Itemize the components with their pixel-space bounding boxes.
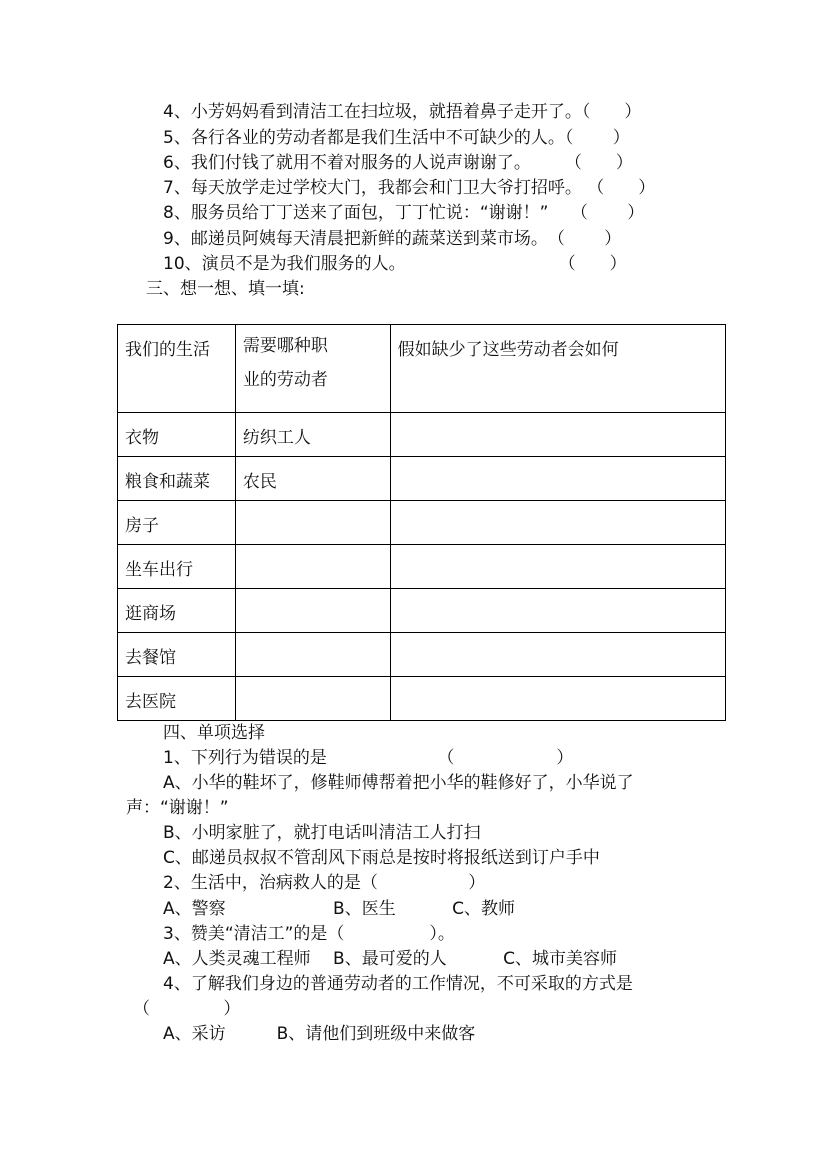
cell-consequence[interactable] — [390, 633, 725, 677]
cell-consequence[interactable] — [390, 677, 725, 721]
judge-item-9: 9、邮递员阿姨每天清晨把新鲜的蔬菜送到菜市场。 （ ） — [163, 229, 622, 249]
q2-options: A、警察 B、医生 C、教师 — [163, 899, 515, 919]
header-life: 我们的生活 — [118, 325, 236, 413]
q1-option-a: A、小华的鞋坏了，修鞋师傅帮着把小华的鞋修好了，小华说了 — [163, 773, 634, 793]
cell-life: 去医院 — [118, 677, 236, 721]
cell-life: 逛商场 — [118, 589, 236, 633]
table-row — [118, 545, 726, 589]
table-row — [118, 501, 726, 545]
table-header-row — [118, 325, 726, 413]
judge-item-6: 6、我们付钱了就用不着对服务的人说声谢谢了。 （ ） — [163, 153, 633, 173]
table-row — [118, 413, 726, 457]
section3-title: 三、想一想、填一填: — [146, 279, 305, 299]
q4-options: A、采访 B、请他们到班级中来做客 — [163, 1024, 476, 1044]
judge-item-5: 5、各行各业的劳动者都是我们生活中不可缺少的人。（ ） — [163, 128, 630, 148]
cell-life: 坐车出行 — [118, 545, 236, 589]
cell-consequence[interactable] — [390, 545, 725, 589]
q3-stem: 3、赞美“清洁工”的是（ ）。 — [163, 924, 455, 944]
cell-consequence[interactable] — [390, 457, 725, 501]
cell-worker[interactable] — [235, 501, 390, 545]
q1-option-c: C、邮递员叔叔不管刮风下雨总是按时将报纸送到订户手中 — [163, 848, 600, 868]
table-row — [118, 633, 726, 677]
header-consequence: 假如缺少了这些劳动者会如何 — [390, 325, 725, 413]
judge-item-10: 10、演员不是为我们服务的人。 （ ） — [163, 254, 627, 274]
table-row — [118, 589, 726, 633]
judge-item-7: 7、每天放学走过学校大门，我都会和门卫大爷打招呼。 （ ） — [163, 178, 656, 198]
q4-stem: 4、了解我们身边的普通劳动者的工作情况，不可采取的方式是 — [163, 974, 633, 994]
q2-stem: 2、生活中，治病救人的是（ ） — [163, 873, 486, 893]
q1-option-a-cont: 声：“谢谢！” — [126, 798, 229, 818]
cell-consequence[interactable] — [390, 501, 725, 545]
judge-item-4: 4、小芳妈妈看到清洁工在扫垃圾，就捂着鼻子走开了。（ ） — [163, 102, 642, 122]
cell-worker[interactable] — [235, 677, 390, 721]
cell-life: 衣物 — [118, 413, 236, 457]
cell-life: 粮食和蔬菜 — [118, 457, 236, 501]
cell-consequence[interactable] — [390, 413, 725, 457]
q4-answer-paren: （ ） — [133, 999, 241, 1019]
cell-consequence[interactable] — [390, 589, 725, 633]
table-row — [118, 677, 726, 721]
section4-title: 四、单项选择 — [163, 723, 265, 743]
fill-table — [117, 324, 726, 721]
judge-item-8: 8、服务员给丁丁送来了面包，丁丁忙说：“谢谢！” （ ） — [163, 203, 645, 223]
cell-worker[interactable] — [235, 545, 390, 589]
cell-life: 去餐馆 — [118, 633, 236, 677]
cell-worker[interactable]: 农民 — [235, 457, 390, 501]
cell-worker[interactable] — [235, 633, 390, 677]
cell-life: 房子 — [118, 501, 236, 545]
q3-options: A、人类灵魂工程师 B、最可爱的人 C、城市美容师 — [163, 949, 617, 969]
header-worker: 需要哪种职 业的劳动者 — [235, 325, 390, 413]
cell-worker[interactable] — [235, 589, 390, 633]
q1-stem: 1、下列行为错误的是 （ ） — [163, 748, 574, 768]
q1-option-b: B、小明家脏了，就打电话叫清洁工人打扫 — [163, 823, 481, 843]
cell-worker[interactable]: 纺织工人 — [235, 413, 390, 457]
table-row — [118, 457, 726, 501]
